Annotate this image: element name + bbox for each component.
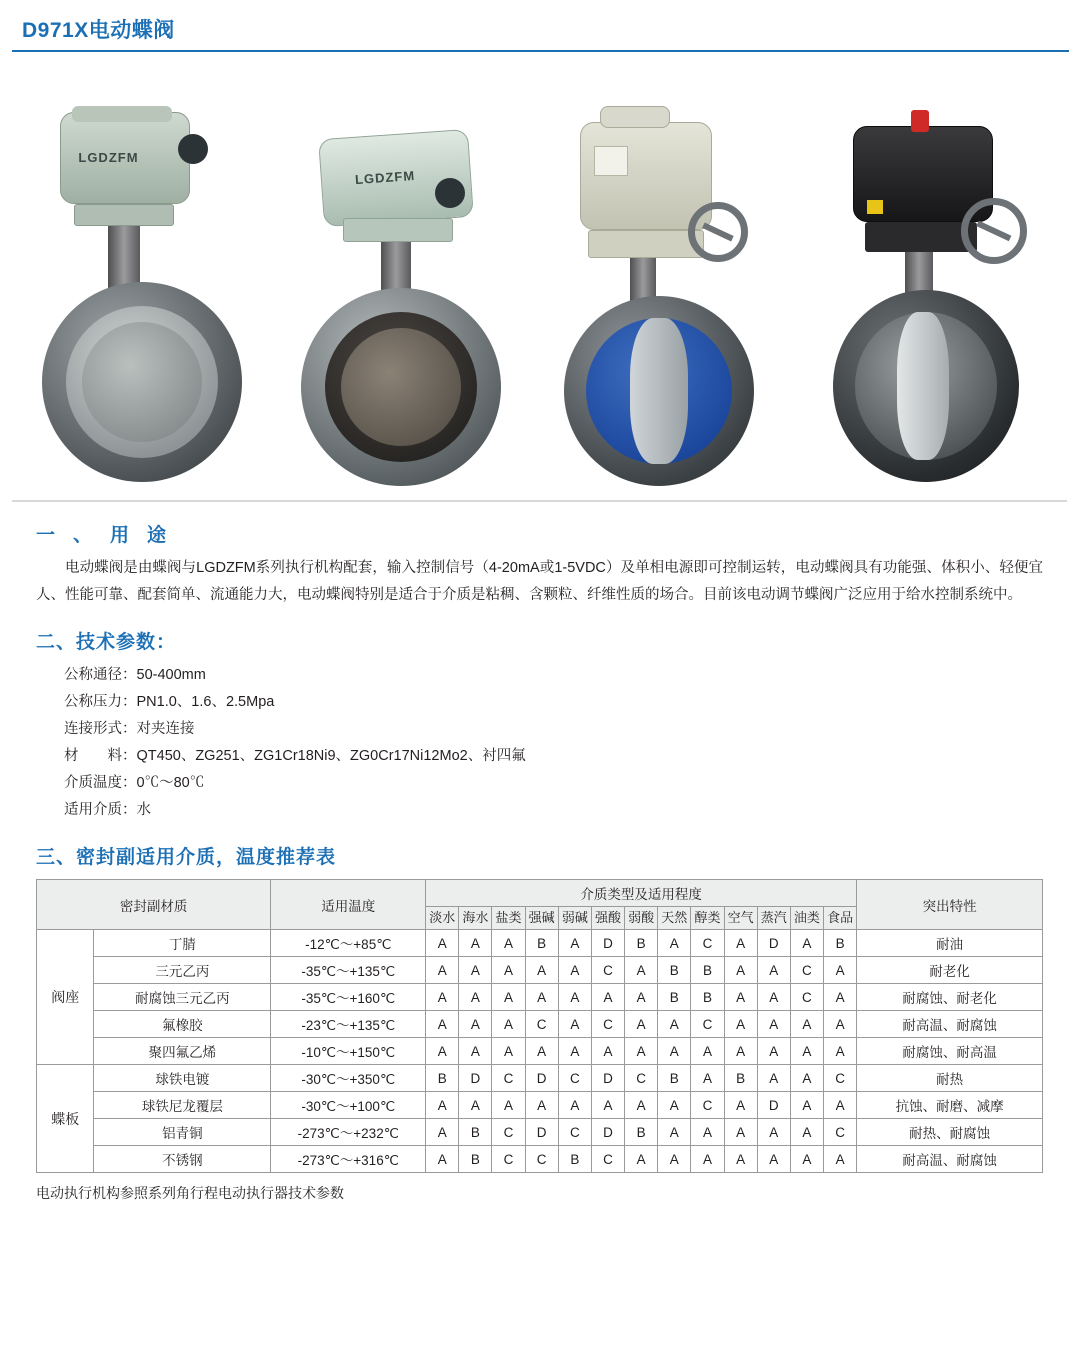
- handwheel-icon-3: [688, 202, 748, 262]
- row-feature: 耐高温、耐腐蚀: [857, 1011, 1043, 1038]
- grade-cell: A: [625, 1146, 658, 1173]
- grade-cell: A: [525, 1092, 558, 1119]
- spec-value: 水: [136, 802, 151, 818]
- spec-item: [64, 743, 1043, 770]
- grade-cell: A: [658, 1146, 691, 1173]
- section-heading-usage: [36, 520, 1043, 547]
- grade-cell: A: [790, 1065, 823, 1092]
- grade-cell: A: [757, 1065, 790, 1092]
- header-media-7: [658, 907, 691, 930]
- grade-cell: C: [492, 1065, 525, 1092]
- grade-cell: B: [459, 1119, 492, 1146]
- grade-cell: B: [824, 930, 857, 957]
- row-feature: 耐油: [857, 930, 1043, 957]
- product-image-3: [556, 92, 786, 492]
- brand-label-2: LGDZFM: [354, 167, 416, 188]
- grade-cell: A: [790, 930, 823, 957]
- row-feature: 耐老化: [857, 957, 1043, 984]
- grade-cell: A: [824, 984, 857, 1011]
- grade-cell: A: [724, 957, 757, 984]
- grade-cell: A: [426, 1119, 459, 1146]
- grade-cell: A: [426, 930, 459, 957]
- grade-cell: A: [790, 1011, 823, 1038]
- row-material: 铝青铜: [94, 1119, 271, 1146]
- grade-cell: A: [492, 1011, 525, 1038]
- grade-cell: A: [459, 1038, 492, 1065]
- usage-heading-index: 一、用: [36, 525, 148, 546]
- grade-cell: C: [790, 957, 823, 984]
- header-media-0-label: 淡水: [429, 910, 456, 925]
- header-media-1: [459, 907, 492, 930]
- grade-cell: C: [824, 1119, 857, 1146]
- grade-cell: A: [625, 1038, 658, 1065]
- row-temperature: -30℃～+350℃: [271, 1065, 426, 1092]
- spec-label: 材 料：: [64, 748, 137, 764]
- row-feature: 耐腐蚀、耐老化: [857, 984, 1043, 1011]
- grade-cell: C: [558, 1065, 591, 1092]
- grade-cell: A: [459, 1092, 492, 1119]
- grade-cell: A: [824, 1092, 857, 1119]
- grade-cell: B: [658, 1065, 691, 1092]
- table-row: [37, 1038, 1043, 1065]
- row-temperature: -30℃～+100℃: [271, 1092, 426, 1119]
- grade-cell: A: [459, 930, 492, 957]
- header-media-3-label: 强碱: [528, 910, 555, 925]
- grade-cell: A: [492, 930, 525, 957]
- spec-label: 介质温度：: [64, 775, 137, 791]
- header-media-8: [691, 907, 724, 930]
- grade-cell: C: [824, 1065, 857, 1092]
- header-media-6-label: 弱酸: [628, 910, 655, 925]
- grade-cell: A: [426, 1038, 459, 1065]
- header-feature: 突出特性: [857, 880, 1043, 930]
- grade-cell: A: [724, 1146, 757, 1173]
- tech-spec-list: [64, 662, 1043, 824]
- spec-value: 0℃～80℃: [136, 775, 205, 791]
- grade-cell: A: [558, 1011, 591, 1038]
- header-media-8-label: 醇类: [694, 910, 721, 925]
- header-media-9: [724, 907, 757, 930]
- spec-label: 适用介质：: [64, 802, 137, 818]
- header-media-7-label: 天然: [661, 910, 688, 925]
- grade-cell: A: [824, 957, 857, 984]
- grade-cell: A: [558, 1038, 591, 1065]
- grade-cell: A: [824, 1011, 857, 1038]
- grade-cell: C: [558, 1119, 591, 1146]
- grade-cell: A: [591, 984, 624, 1011]
- grade-cell: A: [459, 1011, 492, 1038]
- grade-cell: A: [426, 957, 459, 984]
- table-row: [37, 1146, 1043, 1173]
- grade-cell: A: [558, 930, 591, 957]
- grade-cell: A: [724, 930, 757, 957]
- header-material: 密封副材质: [37, 880, 271, 930]
- row-feature: 耐热、耐腐蚀: [857, 1119, 1043, 1146]
- row-material: 耐腐蚀三元乙丙: [94, 984, 271, 1011]
- header-media-11: [790, 907, 823, 930]
- grade-cell: C: [591, 1146, 624, 1173]
- grade-cell: A: [757, 1146, 790, 1173]
- grade-cell: A: [459, 957, 492, 984]
- grade-cell: A: [525, 1038, 558, 1065]
- row-temperature: -35℃～+135℃: [271, 957, 426, 984]
- grade-cell: A: [790, 1119, 823, 1146]
- grade-cell: D: [459, 1065, 492, 1092]
- grade-cell: A: [492, 957, 525, 984]
- grade-cell: A: [724, 984, 757, 1011]
- grade-cell: A: [492, 1092, 525, 1119]
- grade-cell: C: [492, 1119, 525, 1146]
- header-media-2-label: 盐类: [495, 910, 522, 925]
- grade-cell: A: [757, 1011, 790, 1038]
- spec-item: [64, 662, 1043, 689]
- grade-cell: C: [625, 1065, 658, 1092]
- grade-cell: C: [691, 930, 724, 957]
- grade-cell: A: [426, 1011, 459, 1038]
- media-suitability-table: [36, 879, 1043, 1173]
- row-material: 聚四氟乙烯: [94, 1038, 271, 1065]
- spec-value: 50-400mm: [136, 667, 206, 683]
- grade-cell: B: [426, 1065, 459, 1092]
- grade-cell: B: [558, 1146, 591, 1173]
- header-temperature: 适用温度: [271, 880, 426, 930]
- grade-cell: C: [591, 1011, 624, 1038]
- row-feature: 耐热: [857, 1065, 1043, 1092]
- row-material: 氟橡胶: [94, 1011, 271, 1038]
- row-feature: 耐腐蚀、耐高温: [857, 1038, 1043, 1065]
- header-media-1-label: 海水: [462, 910, 489, 925]
- grade-cell: A: [426, 1092, 459, 1119]
- grade-cell: C: [525, 1146, 558, 1173]
- grade-cell: C: [525, 1011, 558, 1038]
- grade-cell: A: [790, 1146, 823, 1173]
- table-head: [37, 880, 1043, 930]
- grade-cell: A: [625, 1011, 658, 1038]
- grade-cell: B: [625, 1119, 658, 1146]
- grade-cell: D: [525, 1119, 558, 1146]
- table-footnote: 电动执行机构参照系列角行程电动执行器技术参数: [36, 1185, 344, 1201]
- handwheel-icon-4: [961, 198, 1027, 264]
- grade-cell: A: [658, 1092, 691, 1119]
- product-image-4: [819, 92, 1049, 492]
- grade-cell: B: [625, 930, 658, 957]
- grade-cell: A: [658, 1119, 691, 1146]
- table-row: [37, 957, 1043, 984]
- grade-cell: A: [625, 957, 658, 984]
- grade-cell: A: [558, 1092, 591, 1119]
- grade-cell: A: [691, 1038, 724, 1065]
- table-header-row-1: [37, 880, 1043, 907]
- grade-cell: A: [757, 957, 790, 984]
- grade-cell: A: [757, 984, 790, 1011]
- grade-cell: A: [724, 1092, 757, 1119]
- header-media-group: 介质类型及适用程度: [426, 880, 857, 907]
- grade-cell: A: [824, 1146, 857, 1173]
- header-media-0: [426, 907, 459, 930]
- grade-cell: B: [691, 957, 724, 984]
- grade-cell: A: [591, 1092, 624, 1119]
- header-media-12-label: 食品: [827, 910, 854, 925]
- grade-cell: D: [591, 930, 624, 957]
- table-body: [37, 930, 1043, 1173]
- grade-cell: A: [459, 984, 492, 1011]
- grade-cell: C: [492, 1146, 525, 1173]
- row-temperature: -12℃～+85℃: [271, 930, 426, 957]
- row-material: 不锈钢: [94, 1146, 271, 1173]
- header-media-4: [558, 907, 591, 930]
- spec-item: [64, 797, 1043, 824]
- grade-cell: A: [525, 984, 558, 1011]
- grade-cell: B: [525, 930, 558, 957]
- grade-cell: A: [658, 930, 691, 957]
- header-media-2: [492, 907, 525, 930]
- table-row: [37, 1119, 1043, 1146]
- grade-cell: D: [525, 1065, 558, 1092]
- grade-cell: B: [658, 957, 691, 984]
- usage-heading-text: 途: [147, 525, 168, 546]
- document-content: [0, 520, 1079, 1203]
- grade-cell: A: [625, 984, 658, 1011]
- header-media-4-label: 弱碱: [561, 910, 588, 925]
- grade-cell: A: [558, 957, 591, 984]
- grade-cell: B: [459, 1146, 492, 1173]
- grade-cell: A: [525, 957, 558, 984]
- row-temperature: -273℃～+232℃: [271, 1119, 426, 1146]
- grade-cell: C: [790, 984, 823, 1011]
- table-row: [37, 1011, 1043, 1038]
- table-row: [37, 984, 1043, 1011]
- row-temperature: -10℃～+150℃: [271, 1038, 426, 1065]
- spec-item: [64, 716, 1043, 743]
- table-row: [37, 930, 1043, 957]
- title-divider: [12, 50, 1069, 52]
- row-material: 球铁电镀: [94, 1065, 271, 1092]
- page-title: D971X电动蝶阀: [22, 19, 175, 42]
- grade-cell: A: [757, 1119, 790, 1146]
- header-media-11-label: 油类: [793, 910, 820, 925]
- grade-cell: A: [691, 1065, 724, 1092]
- row-material: 球铁尼龙覆层: [94, 1092, 271, 1119]
- grade-cell: A: [558, 984, 591, 1011]
- grade-cell: A: [426, 984, 459, 1011]
- header-media-12: [824, 907, 857, 930]
- table-row: [37, 1065, 1043, 1092]
- grade-cell: D: [757, 1092, 790, 1119]
- spec-value: QT450、ZG251、ZG1Cr18Ni9、ZG0Cr17Ni12Mo2、衬四氟: [136, 748, 526, 764]
- row-temperature: -23℃～+135℃: [271, 1011, 426, 1038]
- header-media-5-label: 强酸: [594, 910, 621, 925]
- section-heading-table: 三、密封副适用介质，温度推荐表: [36, 847, 337, 868]
- grade-cell: A: [790, 1092, 823, 1119]
- grade-cell: A: [492, 1038, 525, 1065]
- spec-value: PN1.0、1.6、2.5Mpa: [136, 694, 275, 710]
- brand-label-1: LGDZFM: [78, 150, 139, 165]
- section-heading-tech: 二、技术参数：: [36, 632, 177, 653]
- grade-cell: A: [492, 984, 525, 1011]
- row-feature: 耐高温、耐腐蚀: [857, 1146, 1043, 1173]
- header-media-6: [625, 907, 658, 930]
- product-image-1: [30, 92, 260, 492]
- row-material: 三元乙丙: [94, 957, 271, 984]
- grade-cell: D: [591, 1119, 624, 1146]
- grade-cell: C: [691, 1011, 724, 1038]
- usage-paragraph: 电动蝶阀是由蝶阀与LGDZFM系列执行机构配套，输入控制信号（4-20mA或1-5VDC）及单相电源即可控制运转，电动蝶阀具有功能强、体积小、轻便宜人、性能可靠、配套简单、流通能力大，电动蝶阀特别是适合于介质是粘稠、含颗粒、纤维性质的场合。目前该电动调节蝶阀广泛应用于给水控制系统中。: [36, 560, 1043, 603]
- grade-cell: D: [757, 930, 790, 957]
- grade-cell: A: [724, 1119, 757, 1146]
- grade-cell: A: [691, 1119, 724, 1146]
- product-image-strip: [14, 62, 1065, 492]
- spec-value: 对夹连接: [136, 721, 195, 737]
- table-row: [37, 1092, 1043, 1119]
- grade-cell: A: [691, 1146, 724, 1173]
- spec-label: 连接形式：: [64, 721, 137, 737]
- image-section-divider: [12, 500, 1067, 502]
- grade-cell: A: [757, 1038, 790, 1065]
- grade-cell: A: [426, 1146, 459, 1173]
- product-image-2: [293, 92, 523, 492]
- spec-item: [64, 770, 1043, 797]
- group-label-0: 阀座: [37, 930, 94, 1065]
- header-media-3: [525, 907, 558, 930]
- spec-item: [64, 689, 1043, 716]
- row-material: 丁腈: [94, 930, 271, 957]
- grade-cell: A: [724, 1011, 757, 1038]
- grade-cell: C: [591, 957, 624, 984]
- grade-cell: A: [824, 1038, 857, 1065]
- grade-cell: A: [658, 1011, 691, 1038]
- header-media-10: [757, 907, 790, 930]
- grade-cell: A: [658, 1038, 691, 1065]
- grade-cell: C: [691, 1092, 724, 1119]
- grade-cell: A: [591, 1038, 624, 1065]
- group-label-1: 蝶板: [37, 1065, 94, 1173]
- row-temperature: -273℃～+316℃: [271, 1146, 426, 1173]
- grade-cell: A: [724, 1038, 757, 1065]
- header-media-10-label: 蒸汽: [760, 910, 787, 925]
- row-feature: 抗蚀、耐磨、减摩: [857, 1092, 1043, 1119]
- spec-label: 公称压力：: [64, 694, 137, 710]
- spec-label: 公称通径：: [64, 667, 137, 683]
- grade-cell: A: [790, 1038, 823, 1065]
- header-media-5: [591, 907, 624, 930]
- grade-cell: D: [591, 1065, 624, 1092]
- grade-cell: A: [625, 1092, 658, 1119]
- grade-cell: B: [691, 984, 724, 1011]
- grade-cell: B: [724, 1065, 757, 1092]
- row-temperature: -35℃～+160℃: [271, 984, 426, 1011]
- grade-cell: B: [658, 984, 691, 1011]
- header-media-9-label: 空气: [727, 910, 754, 925]
